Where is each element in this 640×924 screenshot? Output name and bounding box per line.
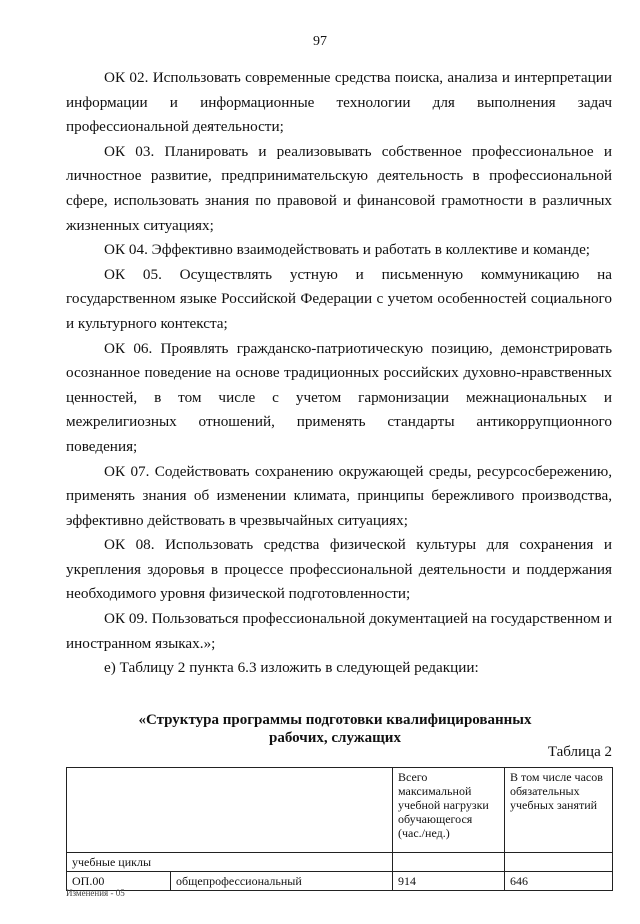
- section-cycles-cell: учебные циклы: [67, 853, 393, 872]
- row-name: общепрофессиональный: [171, 872, 393, 891]
- table-title-line-1: «Структура программы подготовки квалифицированных: [138, 712, 532, 728]
- paragraph-ok07: ОК 07. Содействовать сохранению окружающей среды, ресурсосбережению, применять знания об изменении климата, принципы бережливого производства, эффективно действовать в чрезвычайных ситуациях;: [66, 462, 612, 529]
- row-mandatory: 646: [505, 872, 613, 891]
- table-title: [100, 711, 570, 747]
- section-empty-cell-1: [393, 853, 505, 872]
- table-row: [67, 872, 613, 891]
- paragraph-ok03: ОК 03. Планировать и реализовывать собственное профессиональное и личностное развитие, предпринимательскую деятельность в профессиональной сфере, использовать знания по правовой и финансовой грамотности в различных жизненных ситуациях;: [66, 142, 612, 234]
- row-code: ОП.00: [67, 872, 171, 891]
- paragraph-ok02: ОК 02. Использовать современные средства поиска, анализа и интерпретации информации и информационные технологии для выполнения задач профессиональной деятельности;: [66, 69, 612, 136]
- header-mandatory-hours: В том числе часов обязательных учебных занятий: [505, 768, 613, 853]
- page-number: 97: [313, 34, 327, 49]
- table-title-line-2: рабочих, служащих: [269, 730, 401, 746]
- row-total: 914: [393, 872, 505, 891]
- paragraph-ok05: ОК 05. Осуществлять устную и письменную коммуникацию на государственном языке Российской Федерации с учетом особенностей социального и культурного контекста;: [66, 265, 612, 332]
- structure-table: [66, 767, 613, 891]
- footer-note: Изменения - 05: [66, 888, 125, 898]
- structure-table-wrapper: [66, 767, 612, 891]
- table-section-row: [67, 853, 613, 872]
- paragraph-ok09: ОК 09. Пользоваться профессиональной документацией на государственном и иностранном языках.»;: [66, 610, 612, 652]
- header-total-load: Всего максимальной учебной нагрузки обучающегося (час./нед.): [393, 768, 505, 853]
- paragraph-ok06: ОК 06. Проявлять гражданско-патриотическую позицию, демонстрировать осознанное поведение на основе традиционных российских духовно-нравственных ценностей, в том числе с учетом гармонизации межнациональных и межрелигиозных отношений, применять стандарты антикоррупционного поведения;: [66, 339, 612, 455]
- paragraph-ok04: ОК 04. Эффективно взаимодействовать и работать в коллективе и команде;: [104, 241, 591, 259]
- header-empty-cell: [67, 768, 393, 853]
- table-label: Таблица 2: [547, 744, 612, 760]
- paragraph-ok08: ОК 08. Использовать средства физической культуры для сохранения и укрепления здоровья в процессе профессиональной деятельности и поддержания необходимого уровня физической подготовленности;: [66, 536, 612, 603]
- table-header-row: [67, 768, 613, 853]
- section-empty-cell-2: [505, 853, 613, 872]
- paragraph-table-instruction: е) Таблицу 2 пункта 6.3 изложить в следующей редакции:: [104, 659, 479, 677]
- document-body: [66, 66, 612, 681]
